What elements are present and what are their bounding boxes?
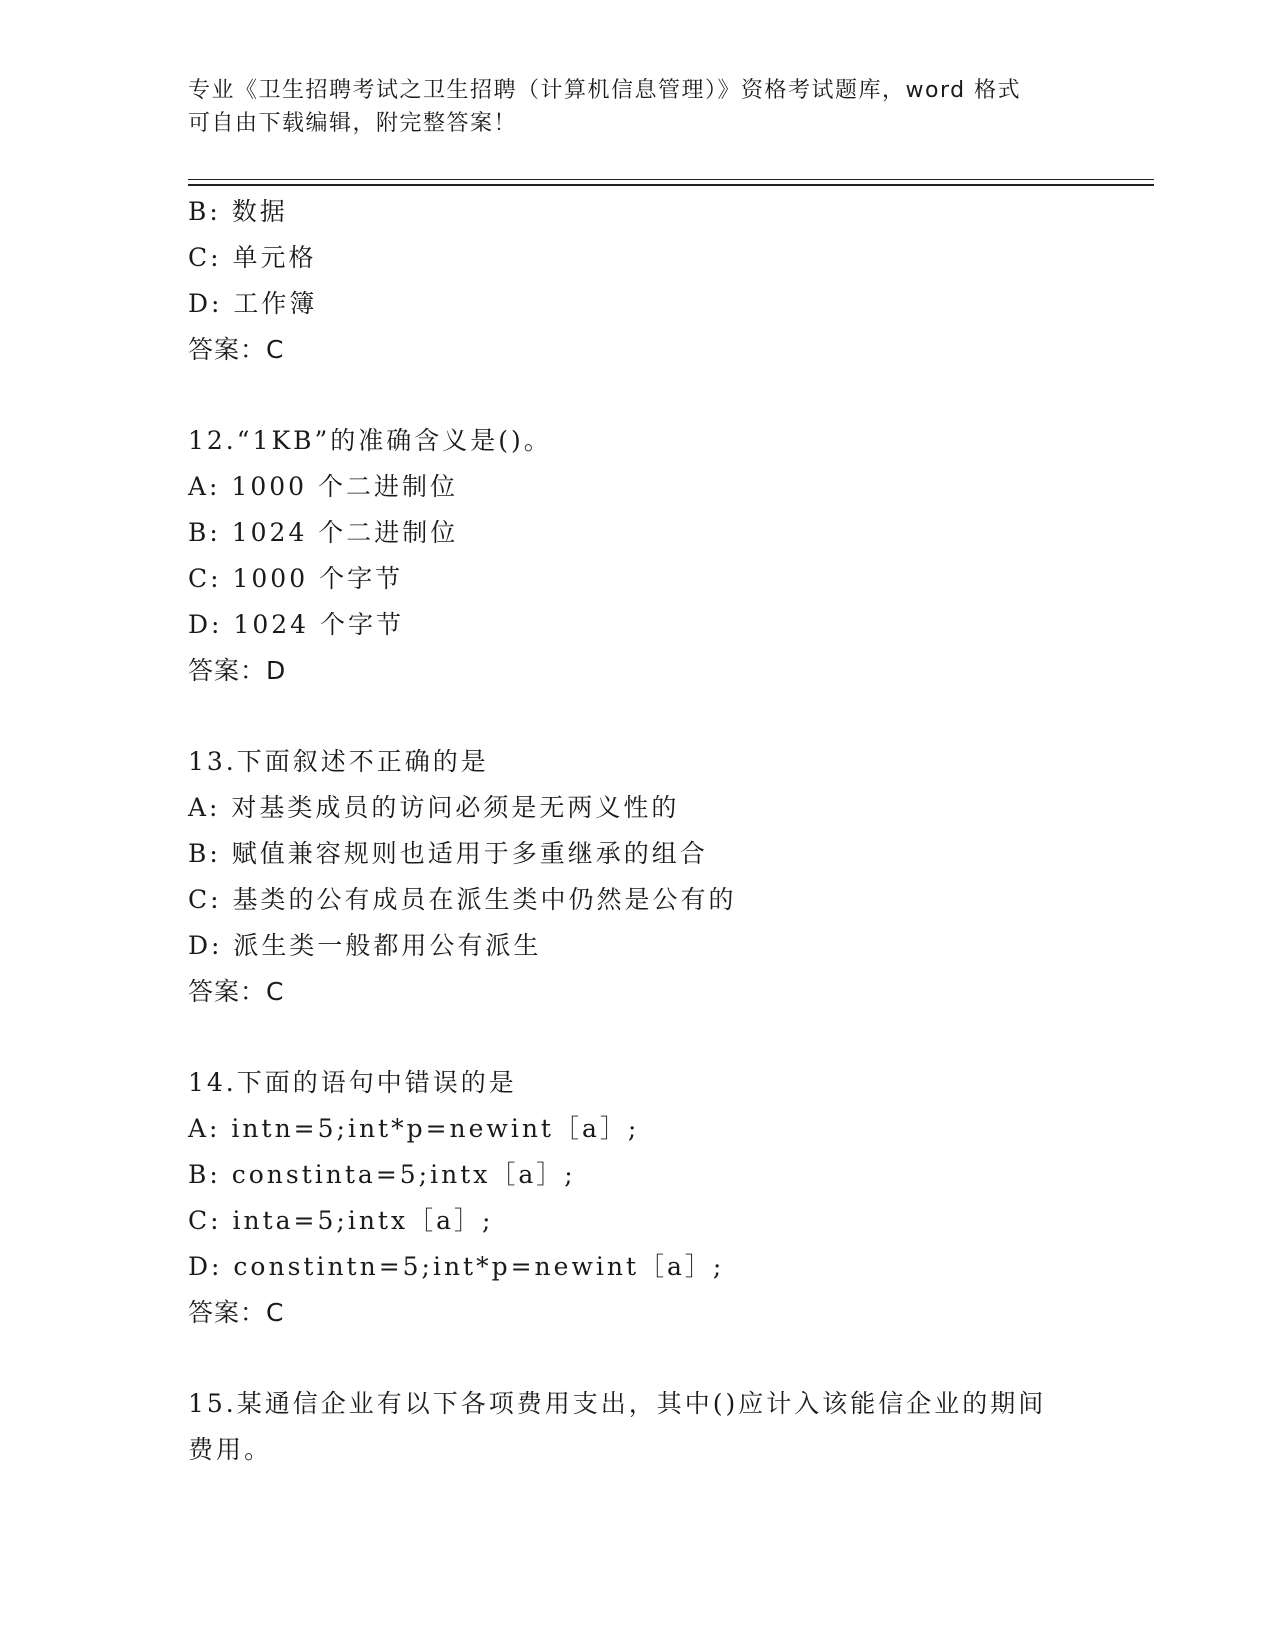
page-header (188, 74, 1088, 140)
question-13 (188, 739, 1088, 1015)
answer: 答案：C (188, 335, 285, 364)
header-divider-thin (188, 179, 1154, 180)
question-12 (188, 418, 1088, 694)
option-b: B: 赋值兼容规则也适用于多重继承的组合 (188, 839, 708, 868)
question-11-continued (188, 189, 1088, 373)
question-14 (188, 1060, 1088, 1336)
answer: 答案：D (188, 656, 287, 685)
option-d: D: 派生类一般都用公有派生 (188, 931, 542, 960)
option-d: D: 工作簿 (188, 289, 318, 318)
option-d: D: constintn=5;int*p=newint［a］; (188, 1252, 725, 1281)
option-b: B: 数据 (188, 197, 288, 226)
header-title-line-1: 专业《卫生招聘考试之卫生招聘（计算机信息管理）》资格考试题库，word 格式 (188, 78, 1022, 103)
option-c: C: 1000 个字节 (188, 564, 404, 593)
option-c: C: inta=5;intx［a］; (188, 1206, 494, 1235)
question-stem-line-1: 15.某通信企业有以下各项费用支出，其中()应计入该能信企业的期间 (188, 1389, 1047, 1418)
option-a: A: intn=5;int*p=newint［a］; (188, 1114, 640, 1143)
question-stem: 13.下面叙述不正确的是 (188, 747, 489, 776)
option-b: B: 1024 个二进制位 (188, 518, 459, 547)
header-divider-thick (188, 184, 1154, 186)
question-stem: 14.下面的语句中错误的是 (188, 1068, 517, 1097)
option-b: B: constinta=5;intx［a］; (188, 1160, 576, 1189)
option-d: D: 1024 个字节 (188, 610, 404, 639)
question-stem: 12.“1KB”的准确含义是()。 (188, 426, 552, 455)
spacer (188, 373, 1088, 418)
option-a: A: 1000 个二进制位 (188, 472, 458, 501)
option-c: C: 基类的公有成员在派生类中仍然是公有的 (188, 885, 737, 914)
spacer (188, 1015, 1088, 1060)
answer: 答案：C (188, 977, 285, 1006)
spacer (188, 694, 1088, 739)
question-stem-line-2: 费用。 (188, 1435, 273, 1464)
option-c: C: 单元格 (188, 243, 317, 272)
question-list (188, 189, 1088, 1473)
answer: 答案：C (188, 1298, 285, 1327)
question-15 (188, 1381, 1088, 1473)
header-title-line-2: 可自由下载编辑，附完整答案！ (188, 111, 518, 136)
option-a: A: 对基类成员的访问必须是无两义性的 (188, 793, 680, 822)
spacer (188, 1336, 1088, 1381)
